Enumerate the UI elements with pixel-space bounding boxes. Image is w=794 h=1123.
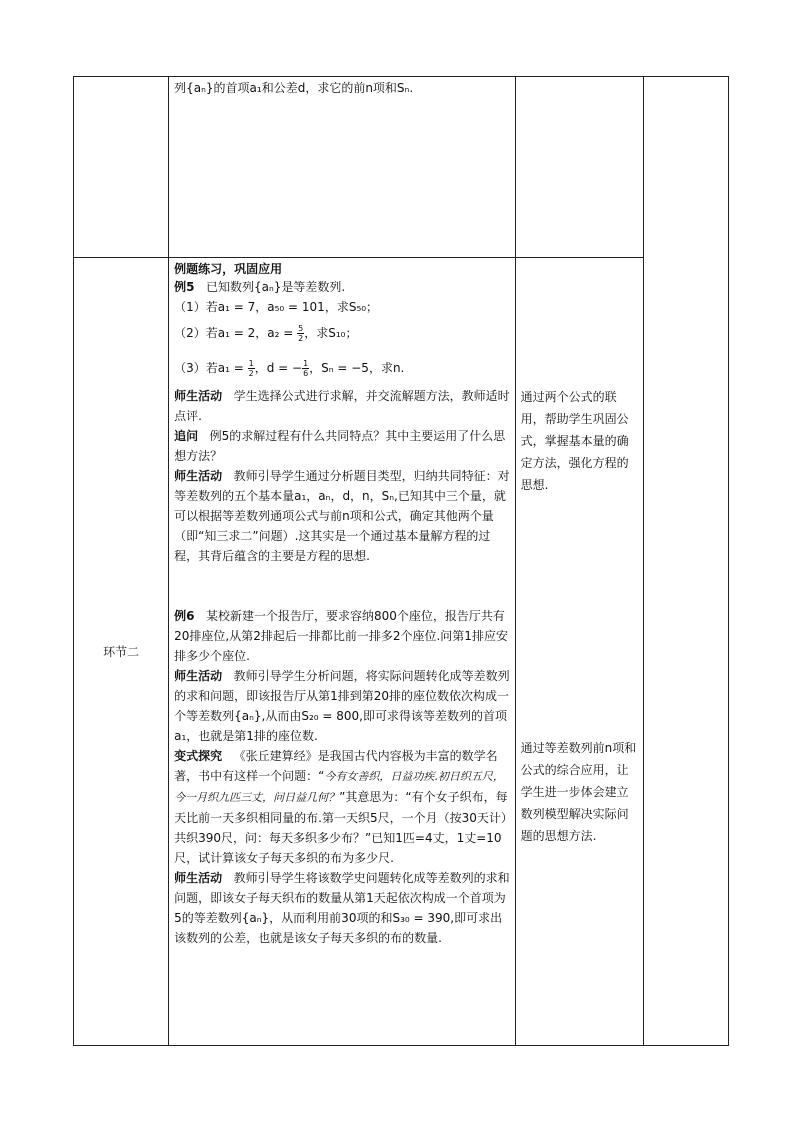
content-cell-1 <box>169 77 516 258</box>
table-row-1 <box>74 77 729 258</box>
fraction: $\frac{1}{6}$ <box>303 359 309 378</box>
example-5-question-2: （2）若a₁ = 2，a₂ = $\frac{5}{2}$ ，求S₁₀； <box>174 324 358 343</box>
stage-cell-empty <box>74 77 169 258</box>
section-heading: 例题练习，巩固应用 <box>174 262 283 276</box>
variant-exploration: 变式探究 《张丘建算经》是我国古代内容极为丰富的数学名著，书中有这样一个问题：“今有女善织，日益功疾.初日织五尺，今一月织九匹三丈，问日益几何？”其意思为：“有个女子织布，每天比前一天多织相同量的布.第一天织5尺，一个月（按30天计）共织390尺，问：每天多织多少布？”已知1匹=4丈，1丈=10尺，试计算该女子每天多织的布为多少尺. <box>174 749 508 865</box>
content-cell-2 <box>169 258 516 1046</box>
follow-up-question: 追问 例5的求解过程有什么共同特点？其中主要运用了什么思想方法？ <box>174 429 506 463</box>
lesson-plan-table <box>73 76 729 1046</box>
example-5-question-3: （3）若a₁ = $\frac{1}{2}$ ，d = − $\frac{1}{6}$ ，Sₙ = −5，求n. <box>174 359 405 378</box>
teacher-student-activity-1: 师生活动 学生选择公式进行求解，并交流解题方法，教师适时点评. <box>174 389 510 423</box>
example-5-question-1: （1）若a₁ = 7，a₅₀ = 101，求S₅₀； <box>174 300 379 314</box>
design-note-2: 通过等差数列前n项和公式的综合应用，让学生进一步体会建立数列模型解决实际问题的思想方法. <box>520 741 637 843</box>
design-note-1: 通过两个公式的联用，帮助学生巩固公式，掌握基本量的确定方法，强化方程的思想. <box>520 390 629 492</box>
teacher-student-activity-2: 师生活动 教师引导学生通过分析题目类型，归纳共同特征：对等差数列的五个基本量a₁，aₙ，d，n，Sₙ,已知其中三个量，就可以根据等差数列通项公式与前n项和公式，确定其他两个量（即“知三求二”问题）.这其实是一个通过基本量解方程的过程，其背后蕴含的主要是方程的思想. <box>174 469 510 563</box>
example-6-statement: 例6 某校新建一个报告厅，要求容纳800个座位，报告厅共有20排座位,从第2排起后一排都比前一排多2个座位.问第1排应安排多少个座位. <box>174 609 508 663</box>
section-label: 环节二 <box>103 644 140 659</box>
teacher-student-activity-4: 师生活动 教师引导学生将该数学史问题转化成等差数列的求和问题，即该女子每天织布的数量从第1天起依次构成一个首项为5的等差数列{aₙ}，从而利用前30项的和S₃₀ = 390,即可求出该数列的公差，也就是该女子每天多织的布的数量. <box>174 871 510 945</box>
formula-task-text: 列{aₙ}的首项a₁和公差d，求它的前n项和Sₙ. <box>174 81 414 95</box>
fraction: $\frac{5}{2}$ <box>298 324 304 343</box>
teacher-student-activity-3: 师生活动 教师引导学生分析问题，将实际问题转化成等差数列的求和问题，即该报告厅从第1排到第20排的座位数依次构成一个等差数列{aₙ},从而由S₂₀ = 800,即可求得该等差数列的首项a₁，也就是第1排的座位数. <box>174 669 510 743</box>
design-note-cell-1 <box>515 77 643 258</box>
design-note-cell-2 <box>515 258 643 1046</box>
remark-cell-1 <box>643 77 728 1046</box>
table-row-2 <box>74 258 729 1046</box>
fraction: $\frac{1}{2}$ <box>248 359 254 378</box>
stage-cell <box>74 258 169 1046</box>
example-5-statement: 例5 已知数列{aₙ}是等差数列. <box>174 280 346 294</box>
classical-quote: 今有女善织，日益功疾.初日织五尺，今一月织九匹三丈，问日益几何？ <box>174 770 504 804</box>
